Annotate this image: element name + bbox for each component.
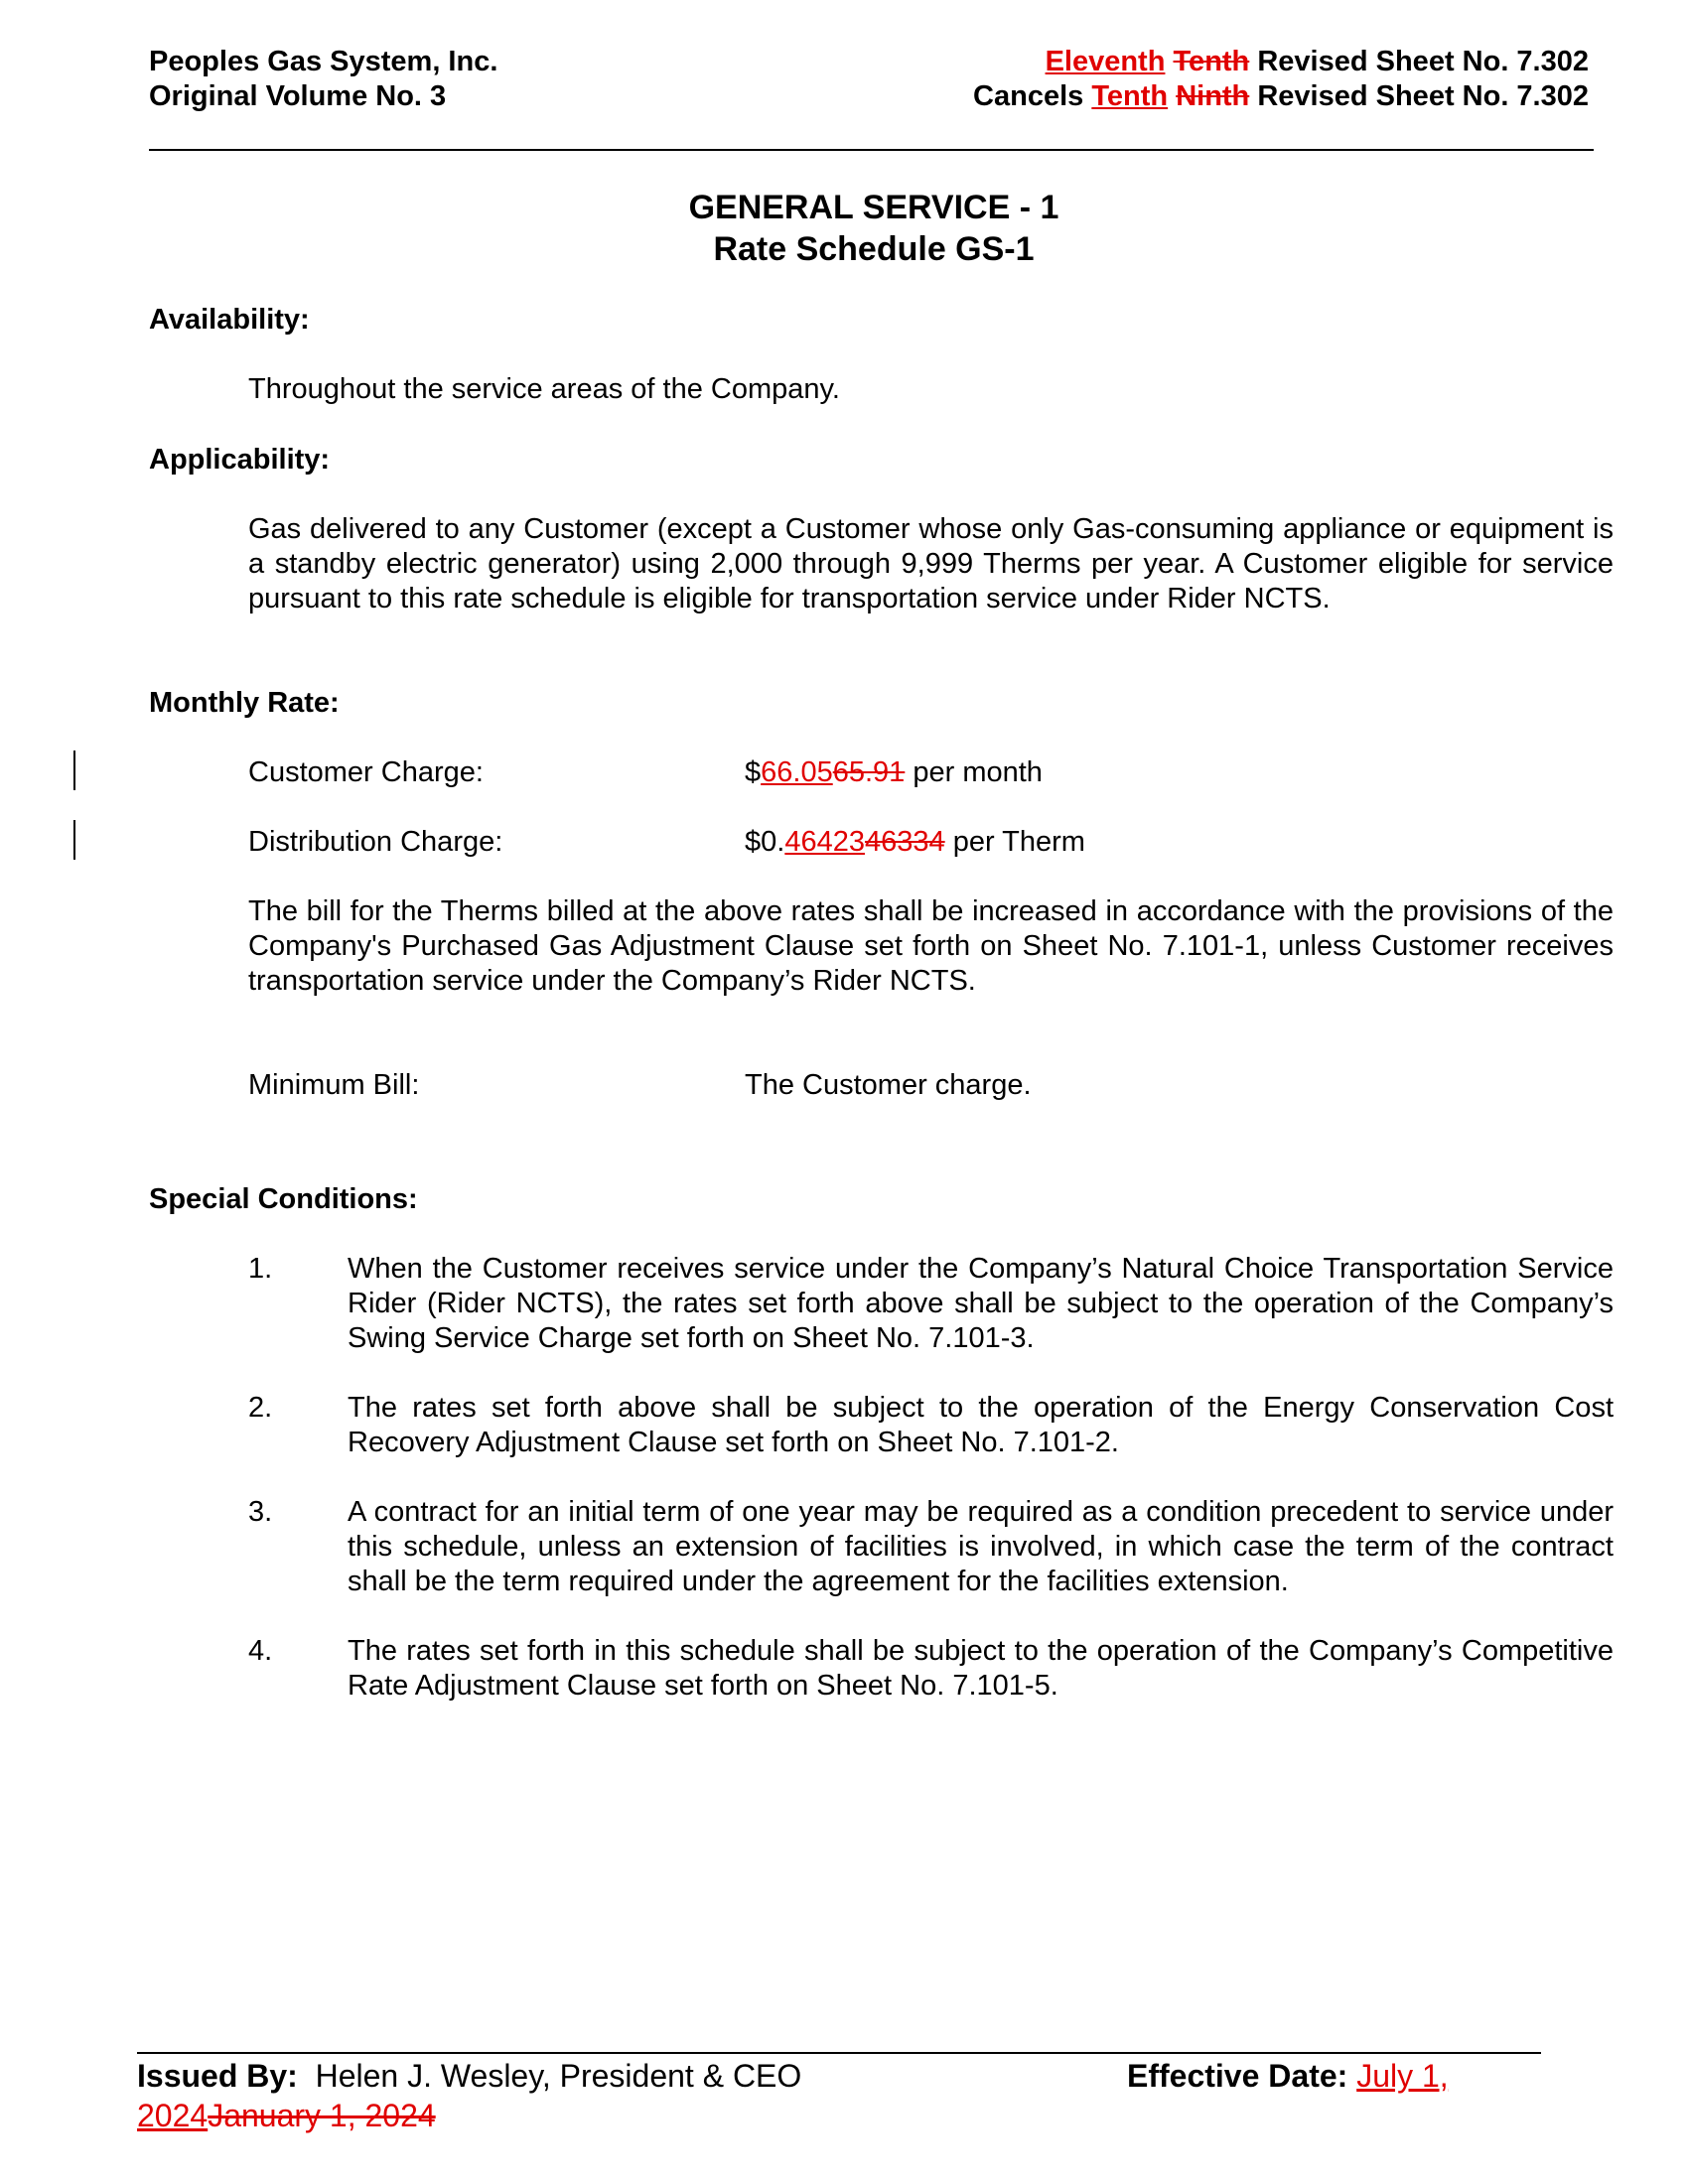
condition-number: 1. (248, 1253, 273, 1285)
company-name: Peoples Gas System, Inc. (149, 46, 498, 77)
monthly-rate-heading: Monthly Rate: (149, 687, 340, 719)
change-bar (73, 820, 75, 860)
cancels-inserted-text: Tenth (1091, 80, 1169, 112)
issued-by-label: Issued By: (137, 2058, 298, 2094)
condition-number: 4. (248, 1635, 273, 1667)
footer-rule-left (137, 2052, 1003, 2054)
pga-clause-text: The bill for the Therms billed at the above rates shall be increased in accordance with the provisions of the Company's Purchased Gas Adjustment Clause set forth on Sheet No. 7.101-1, unless Customer receives transportation service under the Company’s Rider NCTS. (248, 895, 1614, 997)
customer-charge-suffix: per month (905, 756, 1043, 788)
change-bar (73, 751, 75, 790)
effective-date-label: Effective Date: (1127, 2058, 1348, 2094)
sheet-number (1046, 45, 1589, 79)
minimum-bill-value: The Customer charge. (745, 1069, 1032, 1101)
customer-charge-value (745, 755, 1043, 790)
customer-charge-label: Customer Charge: (248, 756, 484, 788)
cancels-deleted-text: Ninth (1176, 80, 1250, 112)
cancels-rest-text: Revised Sheet No. 7.302 (1257, 80, 1589, 112)
cancels-sheet (973, 79, 1589, 114)
condition-number: 3. (248, 1496, 273, 1528)
issued-by-value: Helen J. Wesley, President & CEO (315, 2058, 802, 2094)
header-rule (149, 149, 1594, 151)
page-title: GENERAL SERVICE - 1 (688, 189, 1059, 226)
effective-date-inserted: July 1, (1356, 2058, 1449, 2094)
volume-number: Original Volume No. 3 (149, 80, 447, 112)
sheet-rest-text: Revised Sheet No. 7.302 (1257, 46, 1589, 77)
customer-charge-deleted: 65.91 (832, 756, 906, 788)
effective-date (1127, 2056, 1449, 2096)
effective-date-inserted-year: 2024 (137, 2098, 209, 2133)
distribution-charge-suffix: per Therm (944, 826, 1085, 858)
page-subtitle: Rate Schedule GS-1 (713, 230, 1035, 268)
distribution-charge-prefix: $0. (745, 826, 785, 858)
cancels-prefix: Cancels (973, 80, 1084, 112)
footer-rule-right (1003, 2052, 1541, 2054)
special-conditions-heading: Special Conditions: (149, 1183, 418, 1215)
condition-number: 2. (248, 1392, 273, 1424)
distribution-charge-deleted: 46334 (864, 826, 945, 858)
distribution-charge-inserted: 46423 (784, 826, 865, 858)
applicability-text: Gas delivered to any Customer (except a Customer whose only Gas-consuming appliance or equipment is a standby electric generator) using 2,000 through 9,999 Therms per year. A Customer eligible for service pursuant to this rate schedule is eligible for transportation service under Rider NCTS. (248, 513, 1614, 614)
customer-charge-inserted: 66.05 (761, 756, 833, 788)
effective-date-continued (137, 2096, 436, 2135)
condition-text: The rates set forth above shall be subject to the operation of the Energy Conservation Cost Recovery Adjustment Clause set forth on Sheet No. 7.101-2. (348, 1392, 1614, 1458)
effective-date-deleted: January 1, 2024 (208, 2098, 436, 2133)
availability-heading: Availability: (149, 304, 310, 336)
minimum-bill-label: Minimum Bill: (248, 1069, 420, 1101)
customer-charge-prefix: $ (745, 756, 762, 788)
distribution-charge-value (745, 825, 1085, 860)
sheet-inserted-text: Eleventh (1045, 46, 1166, 77)
condition-text: A contract for an initial term of one year may be required as a condition precedent to service under this schedule, unless an extension of facilities is involved, in which case the term of the contract shall be the term required under the agreement for the facilities extension. (348, 1496, 1614, 1597)
sheet-deleted-text: Tenth (1173, 46, 1250, 77)
issued-by (137, 2056, 801, 2096)
availability-text: Throughout the service areas of the Company. (248, 373, 840, 405)
distribution-charge-label: Distribution Charge: (248, 826, 503, 858)
condition-text: When the Customer receives service under the Company’s Natural Choice Transportation Service Rider (Rider NCTS), the rates set forth above shall be subject to the operation of the Company’s Swing Service Charge set forth on Sheet No. 7.101-3. (348, 1253, 1614, 1354)
condition-text: The rates set forth in this schedule shall be subject to the operation of the Company’s Competitive Rate Adjustment Clause set forth on Sheet No. 7.101-5. (348, 1635, 1614, 1702)
applicability-heading: Applicability: (149, 444, 331, 476)
